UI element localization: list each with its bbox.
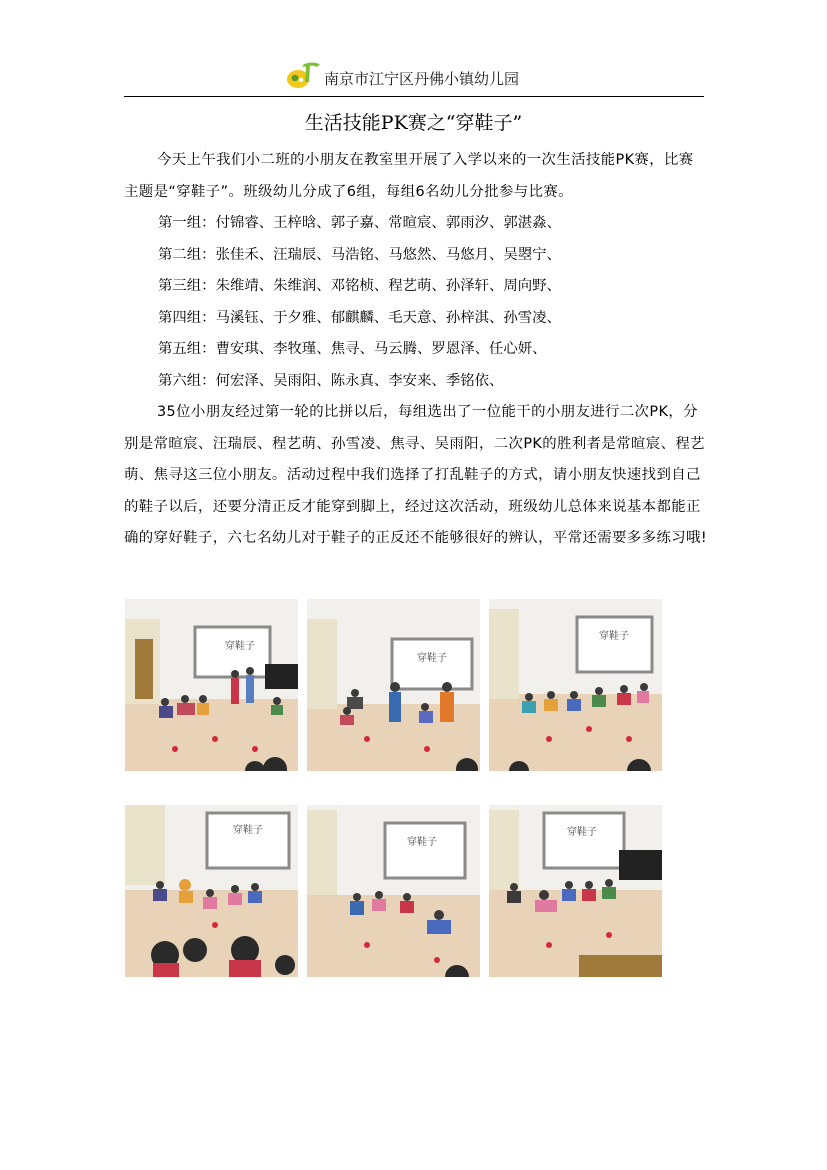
group-item: 第四组：马溪钰、于夕雅、郁麒麟、毛天意、孙梓淇、孙雪凌、 bbox=[158, 309, 561, 326]
screen-label: 穿鞋子 bbox=[407, 837, 437, 848]
activity-photo-6 bbox=[489, 805, 662, 977]
kindergarten-logo bbox=[286, 60, 322, 90]
screen-label: 穿鞋子 bbox=[233, 825, 263, 836]
school-name: 南京市江宁区丹佛小镇幼儿园 bbox=[324, 70, 520, 88]
activity-photo-3 bbox=[489, 599, 662, 771]
article-title: 生活技能PK赛之“穿鞋子” bbox=[304, 112, 523, 134]
activity-photo-4 bbox=[125, 805, 298, 977]
screen-label: 穿鞋子 bbox=[567, 827, 597, 838]
intro-paragraph: 今天上午我们小二班的小朋友在教室里开展了入学以来的一次生活技能PK赛，比赛主题是“穿鞋子”。班级幼儿分成了6组，每组6名幼儿分批参与比赛。 bbox=[124, 152, 694, 200]
screen-label: 穿鞋子 bbox=[599, 631, 629, 642]
group-item: 第二组：张佳禾、汪瑞辰、马浩铭、马悠然、马悠月、吴曌宁、 bbox=[158, 246, 561, 263]
activity-photo-2 bbox=[307, 599, 480, 771]
activity-photo-1 bbox=[125, 599, 298, 771]
group-item: 第六组：何宏泽、吴雨阳、陈永真、李安来、季铭依、 bbox=[158, 372, 504, 389]
group-item: 第五组：曹安琪、李牧瑾、焦寻、马云腾、罗恩泽、任心妍、 bbox=[158, 341, 547, 357]
screen-label: 穿鞋子 bbox=[225, 641, 255, 652]
summary-paragraph: 35位小朋友经过第一轮的比拼以后，每组选出了一位能干的小朋友进行二次PK，分别是常暄宸、汪瑞辰、程艺萌、孙雪凌、焦寻、吴雨阳，二次PK的胜利者是常暄宸、程艺萌、焦寻这三位小朋友。活动过程中我们选择了打乱鞋子的方式，请小朋友快速找到自己的鞋子以后，还要分清正反才能穿到脚上，经过这次活动，班级幼儿总体来说基本都能正确的穿好鞋子，六七名幼儿对于鞋子的正反还不能够很好的辨认，平常还需要多多练习哦! bbox=[124, 404, 708, 546]
page-header bbox=[124, 58, 704, 97]
group-list bbox=[158, 208, 561, 397]
screen-label: 穿鞋子 bbox=[417, 653, 447, 664]
group-item: 第三组：朱维靖、朱维润、邓铭桢、程艺萌、孙泽轩、周向野、 bbox=[158, 278, 561, 294]
group-item: 第一组：付锦睿、王梓晗、郭子嘉、常暄宸、郭雨汐、郭湛淼、 bbox=[158, 215, 561, 231]
activity-photo-5 bbox=[307, 805, 480, 977]
